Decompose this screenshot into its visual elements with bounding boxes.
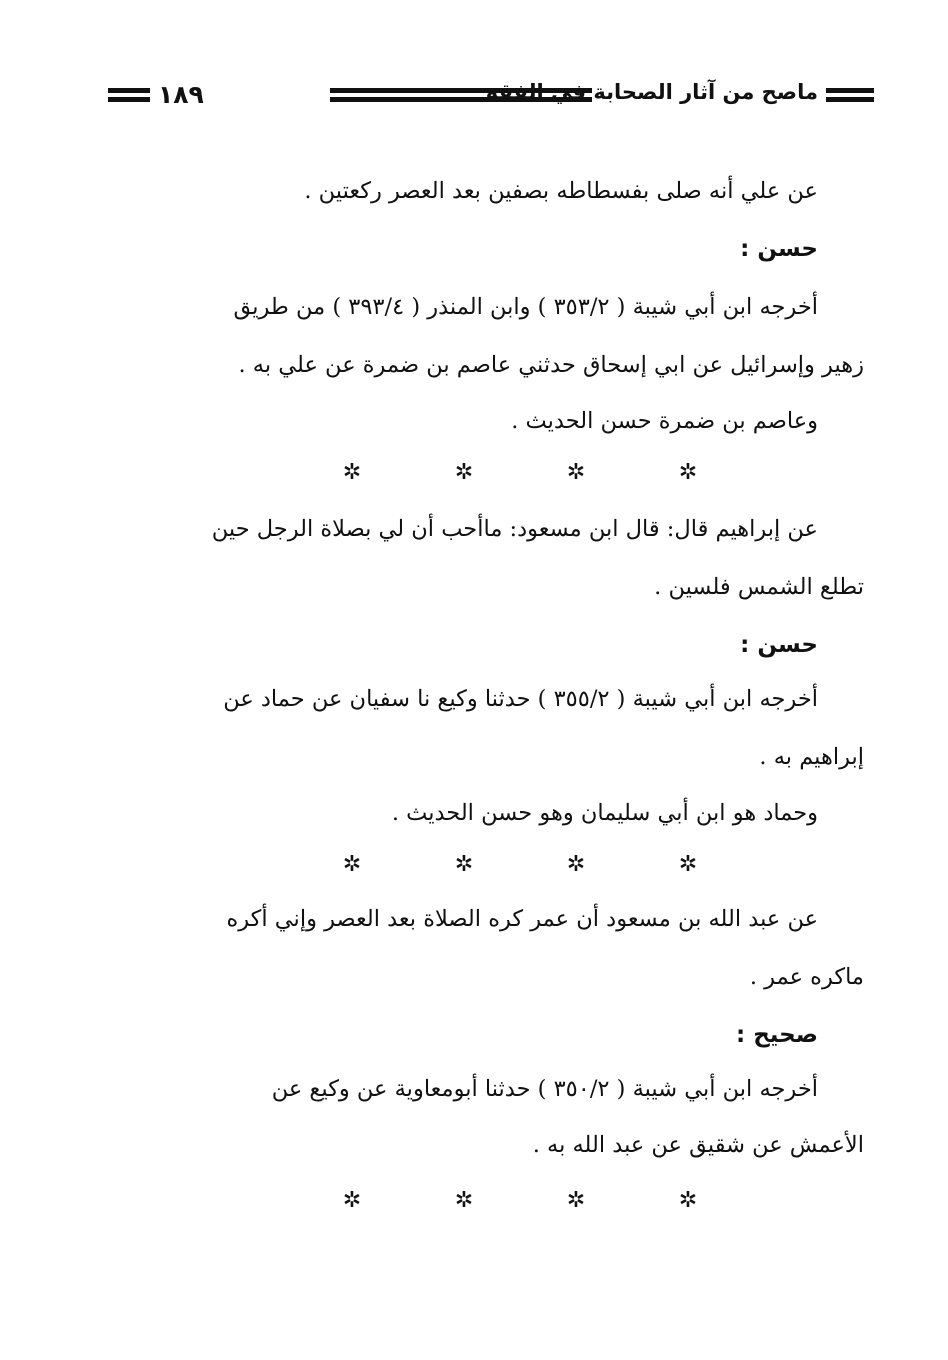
quote-line: عن إبراهيم قال: قال ابن مسعود: ماأحب أن لي بصلاة الرجل حين: [211, 516, 818, 542]
star-ornament: ✲: [454, 852, 474, 877]
star-ornament: ✲: [678, 852, 698, 877]
header-rule-left: [108, 88, 150, 102]
takhrij-line: أخرجه ابن أبي شيبة ( ٣٥٣/٢ ) وابن المنذر ( ٣٩٣/٤ ) من طريق: [233, 294, 818, 320]
grade-heading: حسن :: [740, 632, 818, 658]
star-ornament: ✲: [678, 460, 698, 485]
section-separator: [340, 1188, 700, 1213]
star-ornament: ✲: [678, 1188, 698, 1213]
takhrij-line: الأعمش عن شقيق عن عبد الله به .: [532, 1132, 864, 1158]
section-separator: [340, 852, 700, 877]
takhrij-line: أخرجه ابن أبي شيبة ( ٣٥٠/٢ ) حدثنا أبومعاوية عن وكيع عن: [271, 1076, 818, 1102]
star-ornament: ✲: [342, 1188, 362, 1213]
star-ornament: ✲: [454, 460, 474, 485]
star-ornament: ✲: [566, 460, 586, 485]
star-ornament: ✲: [454, 1188, 474, 1213]
star-ornament: ✲: [566, 852, 586, 877]
quote-line: عن عبد الله بن مسعود أن عمر كره الصلاة بعد العصر وإني أكره: [226, 906, 818, 932]
quote-line: تطلع الشمس فلسين .: [654, 574, 864, 600]
book-title: ماصح من آثار الصحابة في الفقه: [485, 80, 818, 104]
section-separator: [340, 460, 700, 485]
takhrij-line: وعاصم بن ضمرة حسن الحديث .: [511, 408, 818, 434]
star-ornament: ✲: [566, 1188, 586, 1213]
quote-line: ماكره عمر .: [749, 964, 864, 990]
takhrij-line: أخرجه ابن أبي شيبة ( ٣٥٥/٢ ) حدثنا وكيع نا سفيان عن حماد عن: [223, 686, 818, 712]
takhrij-line: وحماد هو ابن أبي سليمان وهو حسن الحديث .: [391, 800, 818, 826]
star-ornament: ✲: [342, 852, 362, 877]
takhrij-line: زهير وإسرائيل عن ابي إسحاق حدثني عاصم بن ضمرة عن علي به .: [238, 352, 864, 378]
star-ornament: ✲: [342, 460, 362, 485]
header-rule-right: [826, 88, 874, 102]
page-header: [108, 78, 874, 118]
grade-heading: صحيح :: [736, 1022, 818, 1048]
page-number: ١٨٩: [158, 80, 204, 109]
takhrij-line: إبراهيم به .: [759, 744, 864, 770]
grade-heading: حسن :: [740, 236, 818, 262]
quote-line: عن علي أنه صلى بفسطاطه بصفين بعد العصر ركعتين .: [304, 178, 818, 204]
